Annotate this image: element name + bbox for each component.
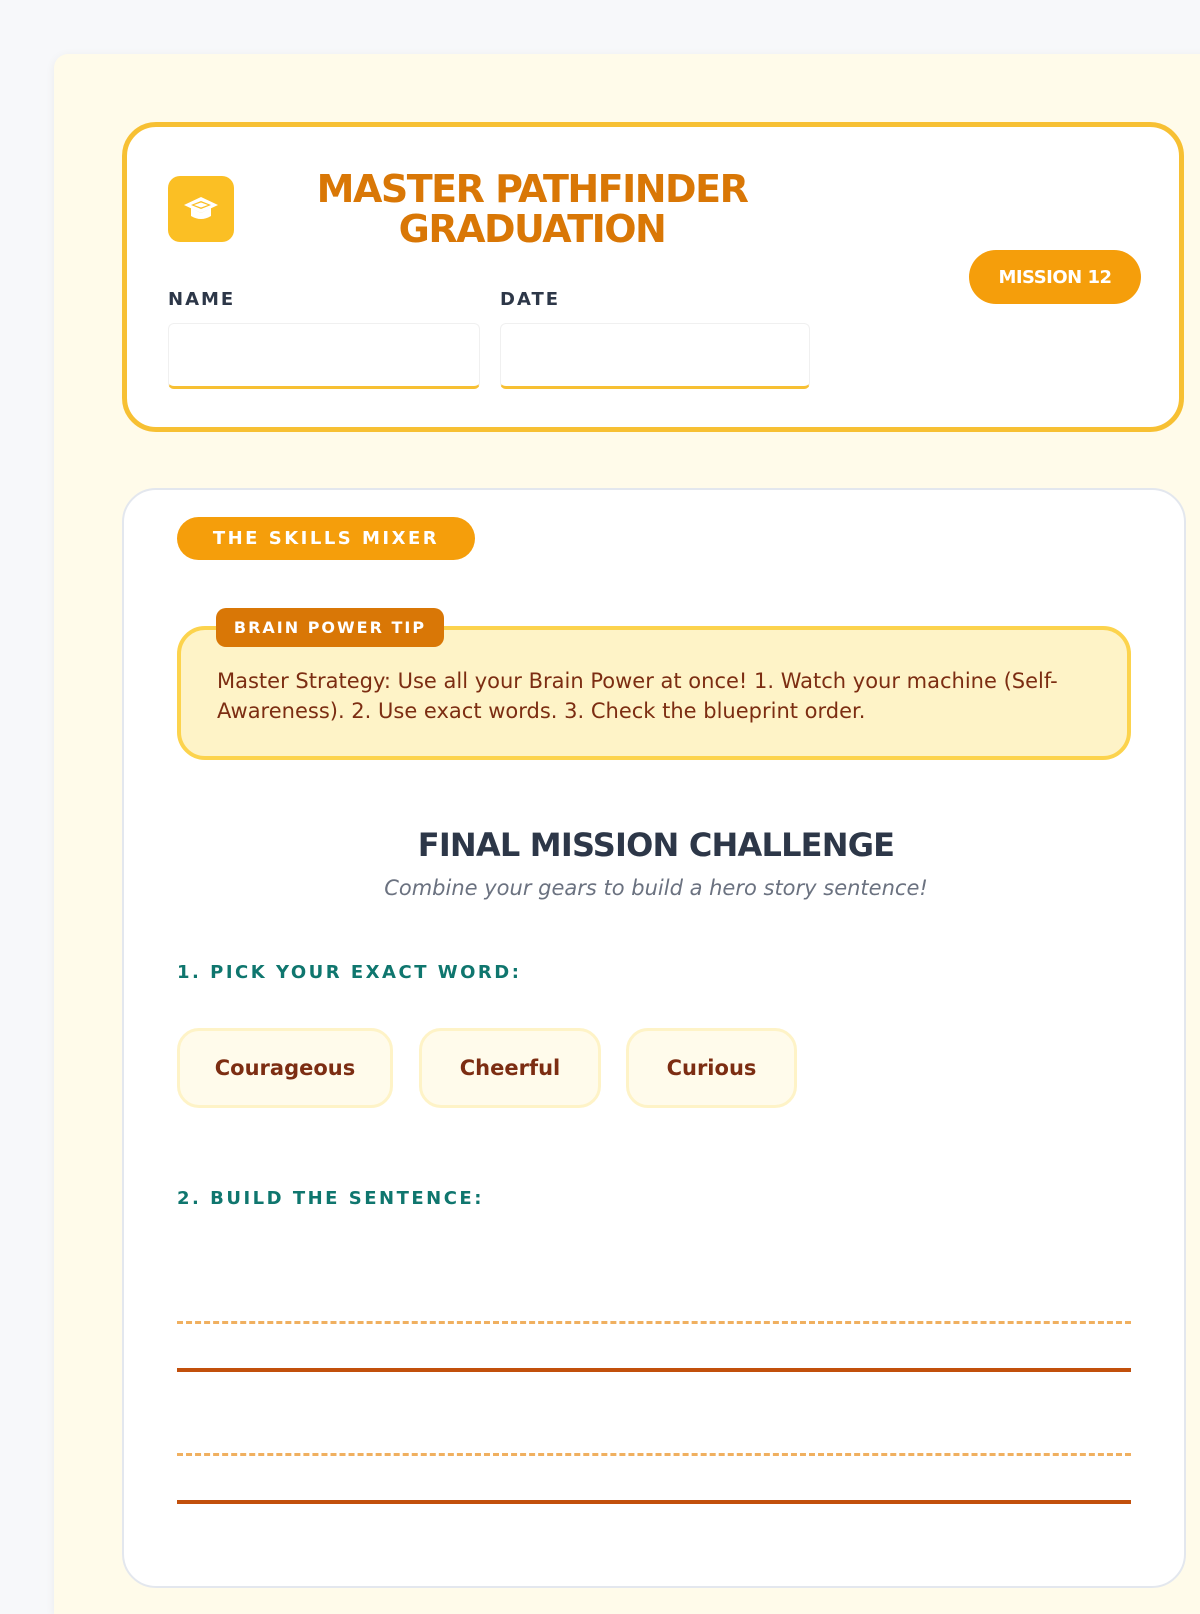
writing-baseline-1[interactable]	[177, 1368, 1131, 1372]
step-2-label: 2. BUILD THE SENTENCE:	[177, 1188, 484, 1209]
tip-tag: BRAIN POWER TIP	[216, 608, 444, 647]
word-option-cheerful[interactable]: Cheerful	[419, 1028, 601, 1108]
skills-mixer-card	[122, 488, 1186, 1588]
mission-badge: MISSION 12	[969, 250, 1141, 304]
graduation-cap-icon	[168, 176, 234, 242]
step-1-label: 1. PICK YOUR EXACT WORD:	[177, 962, 522, 983]
header-card	[122, 122, 1184, 432]
name-label: NAME	[168, 289, 236, 310]
title-line-1: MASTER PATHFINDER	[316, 167, 748, 211]
writing-baseline-2[interactable]	[177, 1500, 1131, 1504]
tip-text: Master Strategy: Use all your Brain Power at once! 1. Watch your machine (Self-Awareness). 2. Use exact words. 3. Check the blueprint order.	[217, 669, 1058, 723]
word-option-curious[interactable]: Curious	[626, 1028, 797, 1108]
date-field[interactable]	[500, 323, 810, 389]
challenge-title: FINAL MISSION CHALLENGE	[417, 826, 895, 864]
word-option-courageous[interactable]: Courageous	[177, 1028, 393, 1108]
writing-guide-dashed-2	[177, 1453, 1131, 1456]
name-field[interactable]	[168, 323, 480, 389]
page-title	[297, 169, 767, 249]
title-line-2: GRADUATION	[398, 207, 666, 251]
section-pill: THE SKILLS MIXER	[177, 517, 475, 560]
challenge-subtitle: Combine your gears to build a hero story sentence!	[384, 876, 928, 900]
date-label: DATE	[500, 289, 561, 310]
writing-guide-dashed-1	[177, 1321, 1131, 1324]
